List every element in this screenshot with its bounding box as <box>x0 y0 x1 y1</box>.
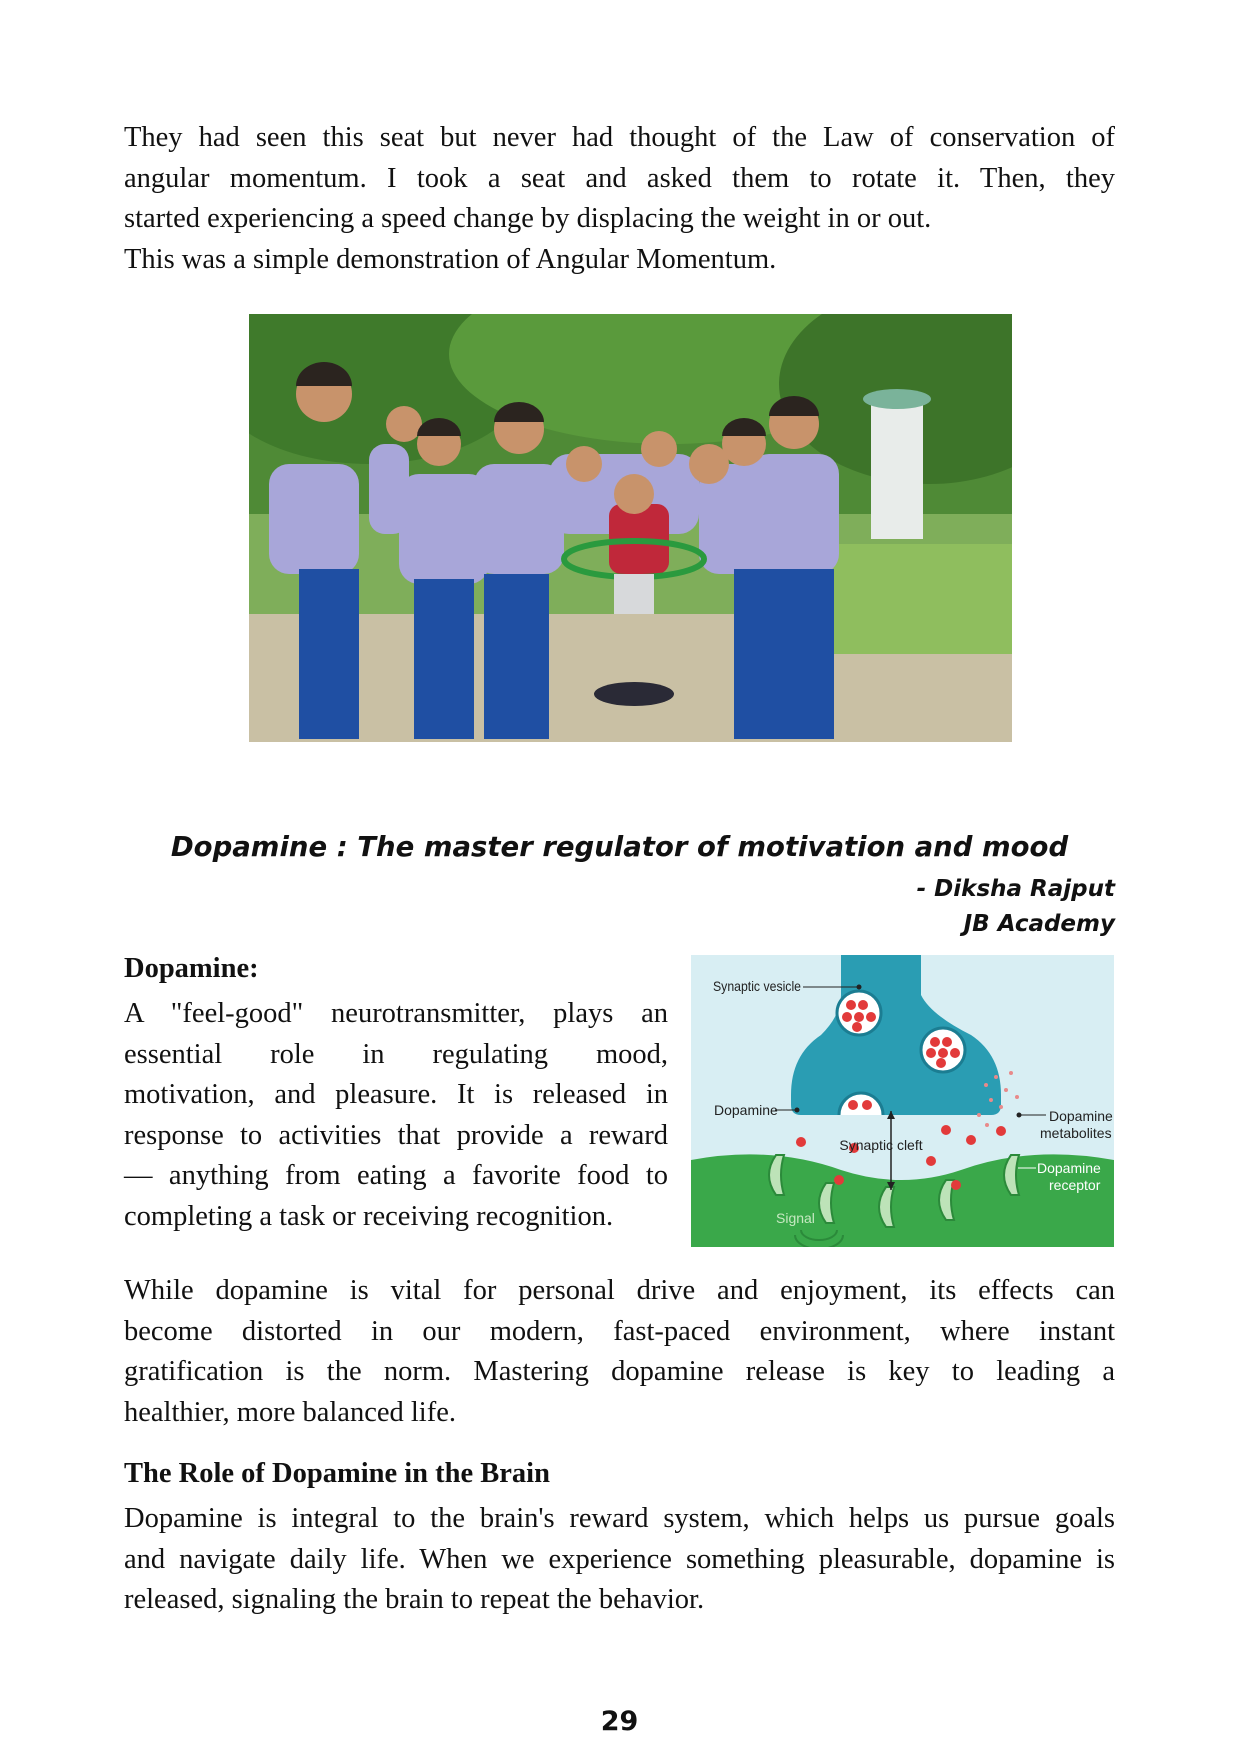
text-line: released, signaling the brain to repeat the behavior. <box>124 1584 705 1615</box>
role-paragraph <box>124 1499 1115 1621</box>
label-signal: Signal <box>776 1210 815 1226</box>
synapse-diagram <box>691 955 1114 1247</box>
text-line: completing a task or receiving recognition. <box>124 1200 614 1232</box>
students-group-photo <box>249 314 1012 742</box>
dopamine-definition-paragraph <box>124 994 668 1237</box>
text-line: healthier, more balanced life. <box>124 1396 456 1428</box>
dopamine-molecule <box>941 1125 951 1135</box>
dopamine-effects-paragraph <box>124 1271 1115 1433</box>
label-dopamine-metabolites: metabolites <box>1040 1125 1112 1141</box>
text-line: gratification is the norm. Mastering dopamine release is key to leading a <box>124 1356 1115 1387</box>
label-dopamine: Dopamine <box>714 1102 778 1118</box>
article-author: - Diksha Rajput <box>916 876 1115 902</box>
text-line: — anything from eating a favorite food to <box>124 1160 668 1191</box>
text-line: angular momentum. I took a seat and asked them to rotate it. Then, they <box>124 162 1115 194</box>
intro-paragraph <box>124 118 1115 280</box>
label-dopamine-receptor: receptor <box>1049 1177 1101 1193</box>
text-line: and navigate daily life. When we experience something pleasurable, dopamine is <box>124 1543 1115 1575</box>
dopamine-molecule <box>996 1126 1006 1136</box>
dopamine-molecule <box>834 1175 844 1185</box>
text-line: become distorted in our modern, fast-paced environment, where instant <box>124 1315 1115 1347</box>
section-heading-role: The Role of Dopamine in the Brain <box>124 1458 550 1489</box>
label-synaptic-vesicle: Synaptic vesicle <box>713 978 802 994</box>
synaptic-vesicle <box>921 1028 965 1072</box>
dopamine-molecule <box>926 1156 936 1166</box>
article-title: Dopamine : The master regulator of motivation and mood <box>170 831 1069 863</box>
text-line: This was a simple demonstration of Angular Momentum. <box>124 243 777 275</box>
label-synaptic-cleft: Synaptic cleft <box>839 1137 923 1153</box>
text-line: They had seen this seat but never had thought of the Law of conservation of <box>124 122 1115 153</box>
text-line: response to activities that provide a reward <box>124 1119 668 1151</box>
group-photo-icon <box>249 314 1012 742</box>
page-number: 29 <box>600 1706 639 1737</box>
label-dopamine-metabolites: Dopamine <box>1049 1108 1113 1124</box>
synaptic-vesicle <box>837 991 881 1035</box>
dopamine-molecule <box>951 1180 961 1190</box>
section-heading-dopamine: Dopamine: <box>124 953 259 984</box>
text-line: A "feel-good" neurotransmitter, plays an <box>124 998 668 1029</box>
dopamine-molecule <box>966 1135 976 1145</box>
text-line: started experiencing a speed change by displacing the weight in or out. <box>124 203 932 234</box>
article-school: JB Academy <box>963 911 1115 937</box>
dopamine-molecule <box>796 1137 806 1147</box>
label-dopamine-receptor: Dopamine <box>1037 1160 1101 1176</box>
text-line: Dopamine is integral to the brain's reward system, which helps us pursue goals <box>124 1503 1115 1534</box>
text-line: motivation, and pleasure. It is released in <box>124 1079 668 1110</box>
text-line: essential role in regulating mood, <box>124 1038 668 1070</box>
text-line: While dopamine is vital for personal drive and enjoyment, its effects can <box>124 1275 1115 1306</box>
